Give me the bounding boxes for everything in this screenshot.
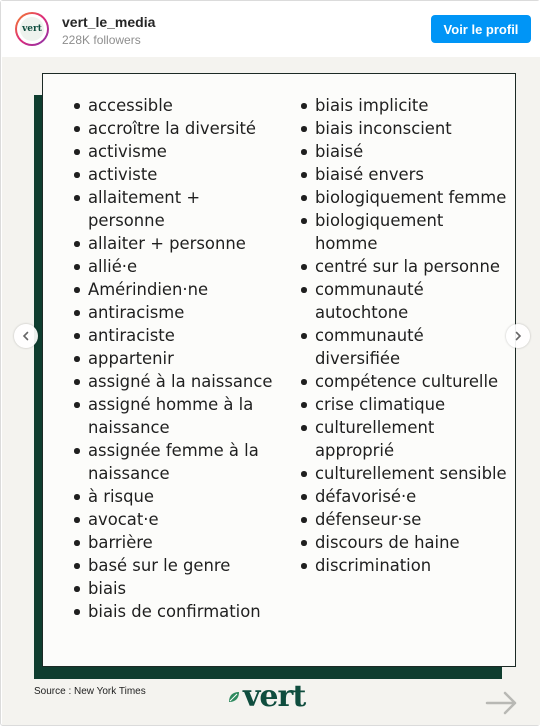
list-item: allaitement + personne	[73, 186, 278, 232]
list-item: biais inconscient	[300, 117, 510, 140]
list-item: accessible	[73, 94, 278, 117]
previous-slide-button[interactable]	[14, 324, 38, 348]
list-item: crise climatique	[300, 393, 510, 416]
list-item: biologiquement homme	[300, 209, 510, 255]
list-item: appartenir	[73, 347, 278, 370]
username[interactable]: vert_le_media	[62, 14, 156, 30]
list-item: assigné homme à la naissance	[73, 393, 278, 439]
list-item: biaisé envers	[300, 163, 510, 186]
list-item: discrimination	[300, 554, 510, 577]
list-item: culturellement approprié	[300, 416, 510, 462]
list-item: allié·e	[73, 255, 278, 278]
list-item: biologiquement femme	[300, 186, 510, 209]
source-credit: Source : New York Times	[34, 686, 146, 697]
list-item: basé sur le genre	[73, 554, 278, 577]
list-item: accroître la diversité	[73, 117, 278, 140]
list-item: défenseur·se	[300, 508, 510, 531]
list-item: culturellement sensible	[300, 462, 510, 485]
leaf-icon	[227, 690, 241, 704]
list-item: avocat·e	[73, 508, 278, 531]
word-list-card	[42, 73, 516, 667]
list-item: centré sur la personne	[300, 255, 510, 278]
list-item: biais	[73, 577, 278, 600]
list-item: à risque	[73, 485, 278, 508]
right-word-list	[300, 94, 510, 577]
avatar-logo: vert	[20, 17, 44, 41]
post-header	[1, 1, 540, 57]
list-item: biaisé	[300, 140, 510, 163]
avatar[interactable]	[15, 12, 49, 46]
list-item: discours de haine	[300, 531, 510, 554]
arrow-right-icon	[484, 685, 520, 721]
list-item: biais implicite	[300, 94, 510, 117]
follower-count: 228K followers	[62, 33, 141, 47]
list-item: activiste	[73, 163, 278, 186]
chevron-left-icon	[21, 331, 31, 341]
chevron-right-icon	[513, 331, 523, 341]
view-profile-button[interactable]: Voir le profil	[431, 15, 531, 43]
list-item: Amérindien·ne	[73, 278, 278, 301]
list-item: communauté diversifiée	[300, 324, 510, 370]
list-item: compétence culturelle	[300, 370, 510, 393]
list-item: communauté autochtone	[300, 278, 510, 324]
brand-logo	[227, 677, 305, 717]
left-word-list	[73, 94, 278, 623]
list-item: défavorisé·e	[300, 485, 510, 508]
post-image	[2, 57, 540, 725]
brand-name: vert	[243, 679, 306, 714]
list-item: antiraciste	[73, 324, 278, 347]
list-item: assigné à la naissance	[73, 370, 278, 393]
list-item: activisme	[73, 140, 278, 163]
next-slide-button[interactable]	[506, 324, 530, 348]
list-item: antiracisme	[73, 301, 278, 324]
list-item: barrière	[73, 531, 278, 554]
list-item: allaiter + personne	[73, 232, 278, 255]
list-item: assignée femme à la naissance	[73, 439, 278, 485]
list-item: biais de confirmation	[73, 600, 278, 623]
